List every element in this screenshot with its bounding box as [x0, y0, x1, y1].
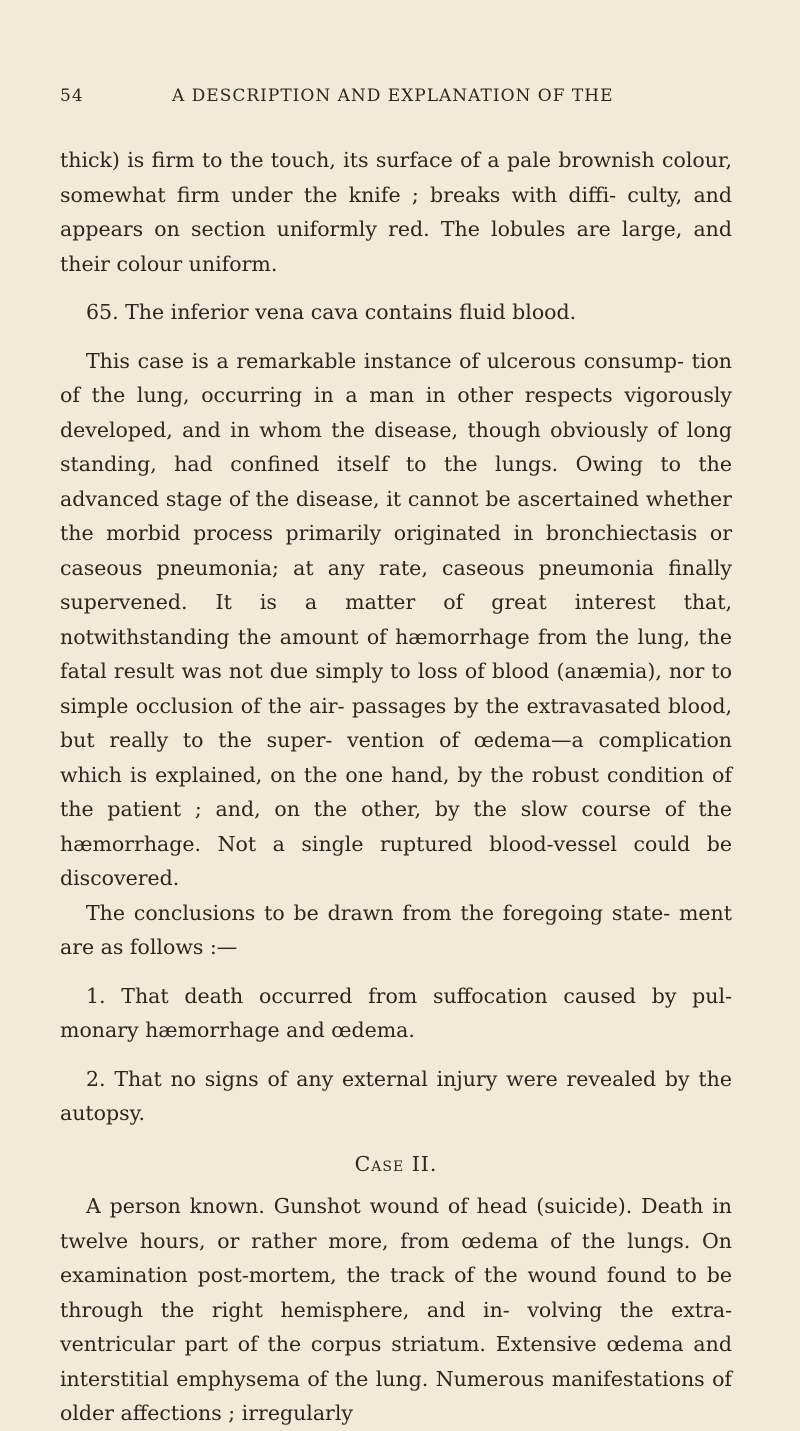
paragraph-conclusion-1: 1. That death occurred from suffocation caused by pul- monary hæmorrhage and œdema.	[60, 983, 732, 1042]
paragraph-case-discussion: This case is a remarkable instance of ulcerous consump- tion of the lung, occurring in a man in other respects vigorously developed, and in whom the disease, though obviously of long standing, had confined itself to the lungs. Owing to the advanced stage of the disease, it cannot be ascertained whether the morbid process primarily originated in bronchiectasis or caseous pneumonia; at any rate, caseous pneumonia finally supervened. It is a matter of great interest that, notwithstanding the amount of hæmorrhage from the lung, the fatal result was not due simply to loss of blood (anæmia), nor to simple occlusion of the air- passages by the extravasated blood, but really to the super- vention of œdema—a complication which is explained, on the one hand, by the robust condition of the patient ; and, on the other, by the slow course of the hæmorrhage. Not a single ruptured blood-vessel could be discovered.	[60, 348, 732, 890]
running-head	[60, 86, 720, 116]
running-title: A DESCRIPTION AND EXPLANATION OF THE	[172, 86, 614, 106]
paragraph-continuation: thick) is firm to the touch, its surface of a pale brownish colour, somewhat firm under the knife ; breaks with diffi- culty, and appears on section uniformly red. The lobules are large, and their colour uniform.	[60, 148, 732, 276]
paragraph-conclusions-intro: The conclusions to be drawn from the foregoing state- ment are as follows :—	[60, 900, 732, 959]
body-text	[60, 143, 732, 1431]
paragraph-conclusion-2: 2. That no signs of any external injury were revealed by the autopsy.	[60, 1066, 732, 1125]
paragraph-case-two: A person known. Gunshot wound of head (suicide). Death in twelve hours, or rather more, from œdema of the lungs. On examination post-mortem, the track of the wound found to be through the right hemisphere, and in- volving the extra-ventricular part of the corpus striatum. Extensive œdema and interstitial emphysema of the lung. Numerous manifestations of older affections ; irregularly	[60, 1194, 732, 1425]
paragraph-item-65: 65. The inferior vena cava contains fluid blood.	[86, 300, 577, 324]
case-heading: Case II.	[354, 1151, 438, 1176]
page-number: 54	[60, 86, 84, 106]
